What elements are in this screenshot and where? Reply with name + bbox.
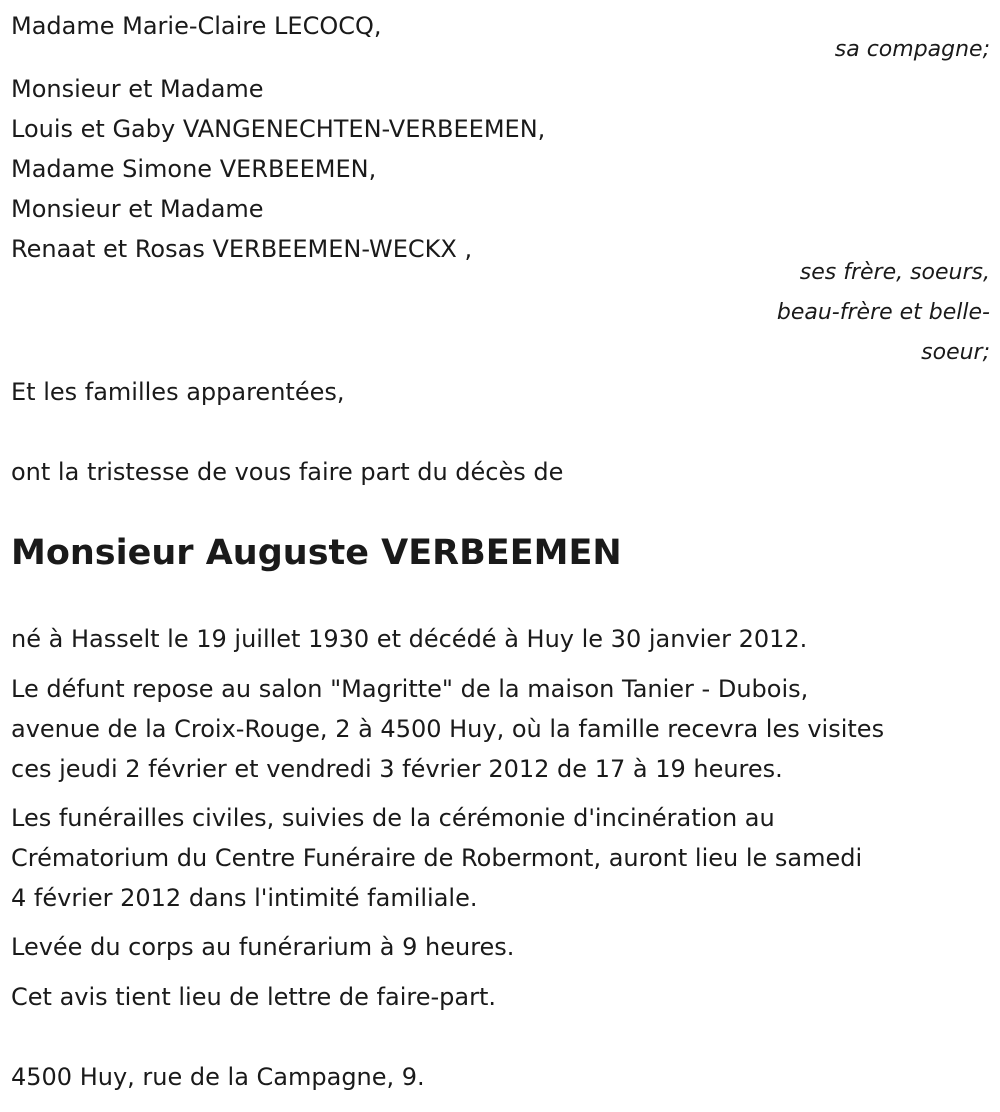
siblings-relation-line: beau-frère et belle- [776,300,990,325]
sibling-line: Monsieur et Madame [11,195,264,223]
funeral-line: Crématorium du Centre Funéraire de Robermont, auront lieu le samedi [11,844,863,872]
levee-line: Levée du corps au funérarium à 9 heures. [11,933,515,961]
repose-line: ces jeudi 2 février et vendredi 3 février 2012 de 17 à 19 heures. [11,755,783,783]
address-line: 4500 Huy, rue de la Campagne, 9. [11,1063,425,1091]
announcement-line: ont la tristesse de vous faire part du décès de [11,458,564,486]
sibling-line: Louis et Gaby VANGENECHTEN-VERBEEMEN, [11,115,546,143]
sibling-line: Renaat et Rosas VERBEEMEN-WECKX , [11,235,473,263]
siblings-relation-line: ses frère, soeurs, [799,260,990,285]
funeral-line: 4 février 2012 dans l'intimité familiale. [11,884,478,912]
sibling-line: Monsieur et Madame [11,75,264,103]
sibling-line: Madame Simone VERBEEMEN, [11,155,377,183]
families-line: Et les familles apparentées, [11,378,345,406]
first-mourner-relation: sa compagne; [834,37,990,62]
first-mourner: Madame Marie-Claire LECOCQ, [11,12,382,40]
repose-line: avenue de la Croix-Rouge, 2 à 4500 Huy, où la famille recevra les visites [11,715,885,743]
notice-line: Cet avis tient lieu de lettre de faire-part. [11,983,496,1011]
funeral-line: Les funérailles civiles, suivies de la cérémonie d'incinération au [11,804,775,832]
repose-line: Le défunt repose au salon "Magritte" de la maison Tanier - Dubois, [11,675,809,703]
deceased-name: Monsieur Auguste VERBEEMEN [11,533,622,573]
siblings-relation-line: soeur; [921,340,990,365]
birth-death-line: né à Hasselt le 19 juillet 1930 et décédé à Huy le 30 janvier 2012. [11,625,808,653]
